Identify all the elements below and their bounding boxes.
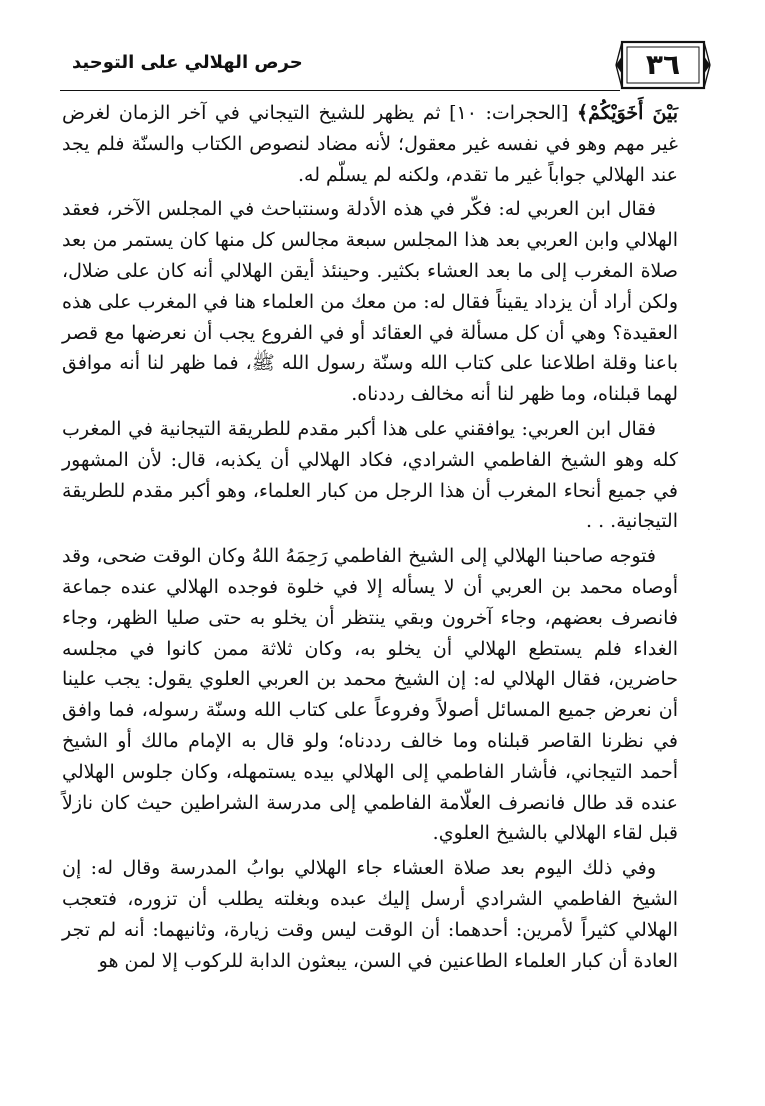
paragraph-5: وفي ذلك اليوم بعد صلاة العشاء جاء الهلالي بوابُ المدرسة وقال له: إن الشيخ الفاطمي الشرادي أرسل إليك عبده وبغلته يطلب أن تزوره، فتعجب الهلالي كثيراً لأمرين: أحدهما: أن الوقت ليس وقت زيارة، وثانيهما: أنه لم تجر العادة أن كبار العلماء الطاعنين في السن، يبعثون الدابة للركوب إلا لمن هو [62, 857, 678, 972]
quran-verse-fragment: بَيْنَ أَخَوَيْكُمْ﴾ [577, 102, 679, 124]
paragraph-1-text: [الحجرات: ١٠] ثم يظهر للشيخ التيجاني في آخر الزمان لغرض غير مهم وهو في نفسه غير معقول؛ لأنه مضاد لنصوص الكتاب والسنّة فلم يجد عند الهلالي جواباً غير ما تقدم، ولكنه لم يسلّم له. [62, 102, 678, 186]
paragraph-3: فقال ابن العربي: يوافقني على هذا أكبر مقدم للطريقة التيجانية في المغرب كله وهو الشيخ الفاطمي الشرادي، فكاد الهلالي أن يكذبه، قال: لأن المشهور في جميع أنحاء المغرب أن هذا الرجل من كبار العلماء، وهو أكبر مقدم للطريقة التيجانية. . . [62, 417, 678, 533]
paragraph-1 [62, 98, 678, 190]
running-header [60, 38, 712, 94]
running-header-title: حرص الهلالي على التوحيد [72, 52, 303, 73]
page-number: ٣٦ [645, 48, 681, 81]
header-rule [60, 90, 620, 91]
paragraph-2: فقال ابن العربي له: فكّر في هذه الأدلة وسنتباحث في المجلس الآخر، فعقد الهلالي وابن العربي بعد هذا المجلس سبعة مجالس كل منها كان يستمر من بعد صلاة المغرب إلى ما بعد العشاء بكثير. وحينئذ أيقن الهلالي أنه كان على ضلال، ولكن أراد أن يزداد يقيناً فقال له: من معك من العلماء هنا في المغرب على هذه العقيدة؟ وهي أن كل مسألة في العقائد أو في الفروع يجب أن نعرضها مع قصر باعنا وقلة اطلاعنا على كتاب الله وسنّة رسول الله ﷺ، فما ظهر لنا أنه موافق لهما قبلناه، وما ظهر لنا أنه مخالف رددناه. [62, 198, 678, 406]
paragraph-4: فتوجه صاحبنا الهلالي إلى الشيخ الفاطمي رَحِمَهُ اللهُ وكان الوقت ضحى، وقد أوصاه محمد بن العربي أن لا يسأله إلا في خلوة فوجده الهلالي عنده جماعة فانصرف بعضهم، وجاء آخرون وبقي ينتظر أن يخلو به حتى صليا الظهر، وجاء الغداء فلم يستطع الهلالي أن يخلو به، وكان ثلاثة ممن كانوا في مجلسه حاضرين، فقال الهلالي له: إن الشيخ محمد بن العربي العلوي يقول: يجب علينا أن نعرض جميع المسائل أصولاً وفروعاً على كتاب الله وسنّة رسوله، فما وافق في نظرنا القاصر قبلناه وما خالف رددناه؛ ولو قال به الإمام مالك أو الشيخ أحمد التيجاني، فأشار الفاطمي إلى الهلالي بيده يستمهله، وكان جلوس الهلالي عنده قد طال فانصرف العلّامة الفاطمي إلى مدرسة الشراطين حيث كان نازلاً قبل لقاء الهلالي بالشيخ العلوي. [62, 545, 678, 845]
body-text [62, 98, 678, 980]
